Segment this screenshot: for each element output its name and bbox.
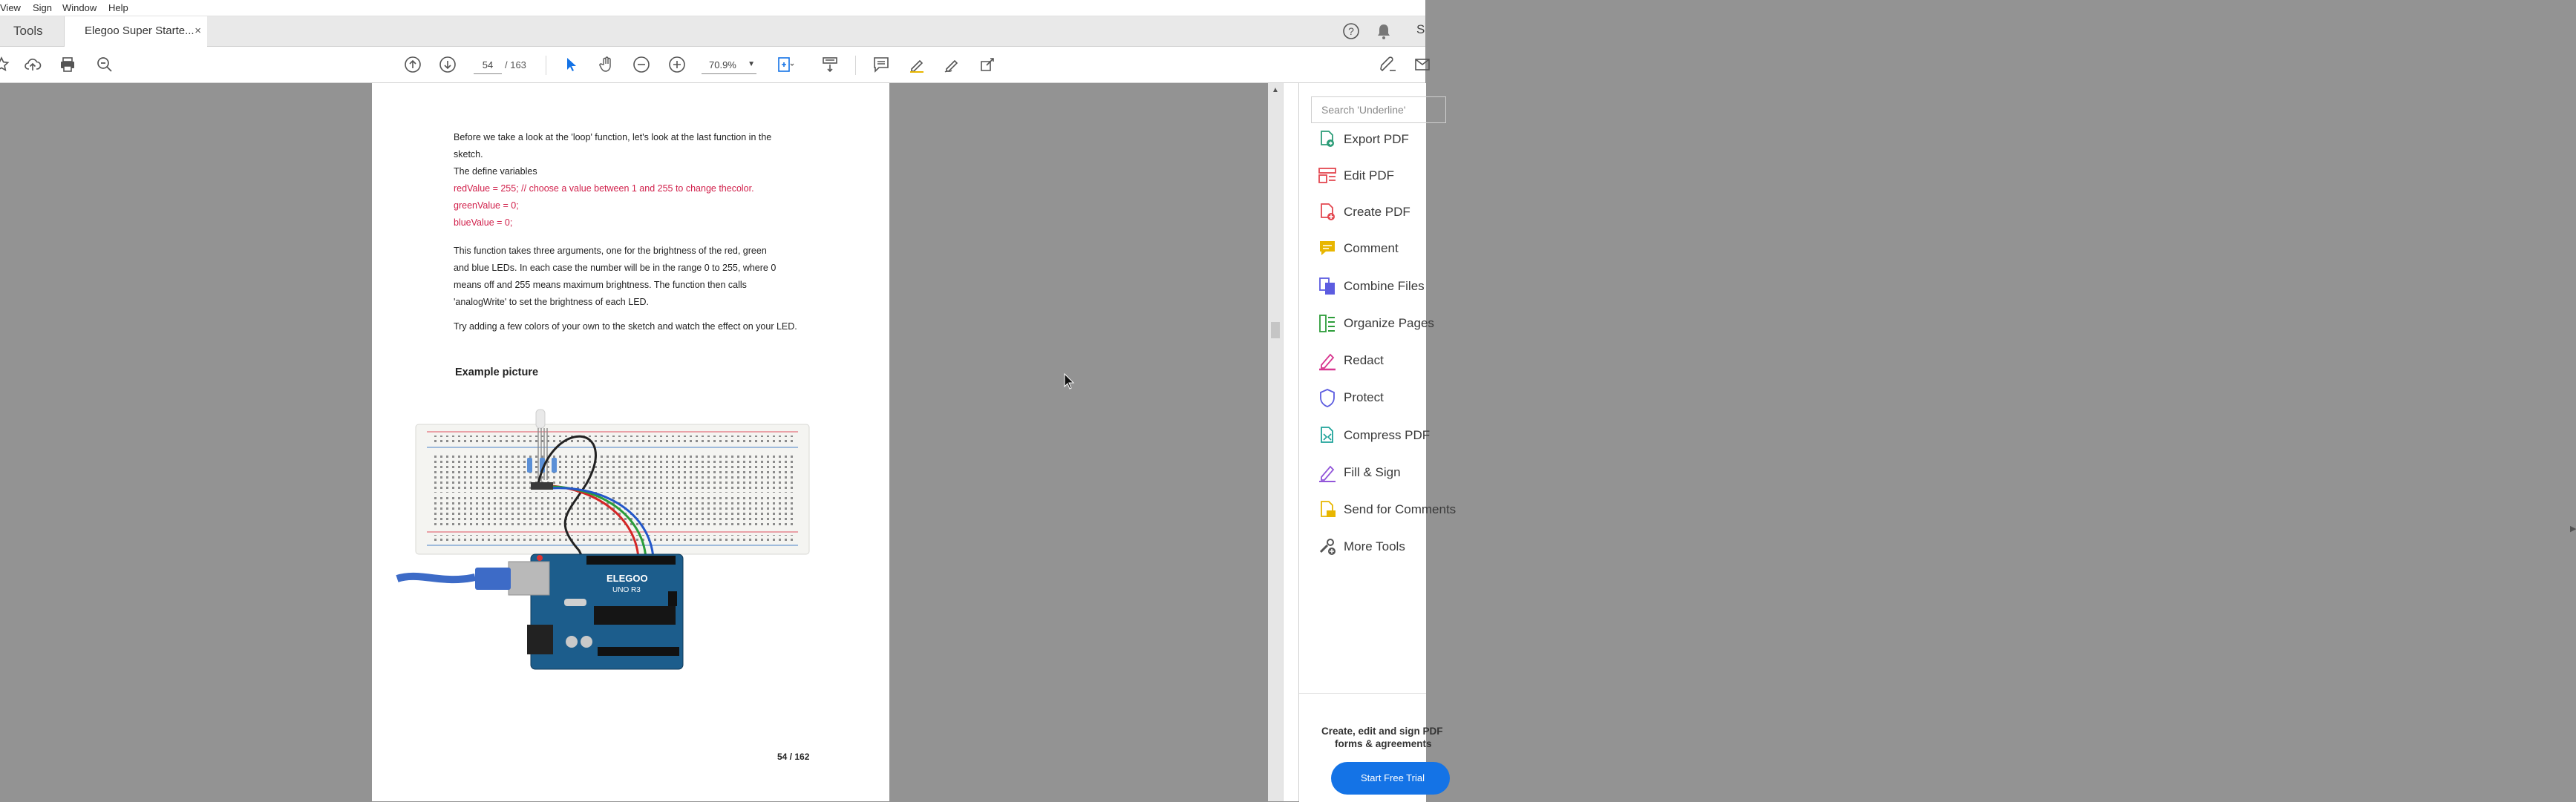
tool-protect[interactable] (1317, 386, 1443, 410)
page-number-input[interactable]: 54 (474, 57, 502, 74)
user-initial[interactable]: S (1416, 22, 1425, 36)
tool-label: Export PDF (1344, 132, 1409, 146)
tool-create-pdf[interactable] (1317, 200, 1443, 224)
body-line: sketch. (454, 149, 483, 160)
comment-icon (1317, 238, 1338, 259)
board-label-uno: UNO R3 (612, 586, 641, 594)
scrollbar-thumb[interactable] (1271, 322, 1280, 338)
page-total: / 163 (505, 59, 526, 70)
start-free-trial-button[interactable]: Start Free Trial (1331, 762, 1450, 795)
tool-label: Send for Comments (1344, 502, 1457, 516)
promo-line-2: forms & agreements (1335, 738, 1432, 749)
main-toolbar (0, 47, 1425, 83)
tool-organize-pages[interactable] (1317, 312, 1443, 335)
tab-document-title: Elegoo Super Starte... (85, 24, 194, 37)
promo-area (1299, 693, 1443, 802)
tool-compress-pdf[interactable] (1317, 424, 1443, 447)
zoom-out-icon[interactable] (631, 54, 652, 75)
comment-tool-icon[interactable] (871, 54, 892, 75)
example-circuit-image (397, 402, 813, 714)
promo-line-1: Create, edit and sign PDF (1321, 726, 1443, 737)
protect-icon (1317, 387, 1338, 408)
scroll-mode-icon[interactable] (820, 54, 840, 75)
body-line: Try adding a few colors of your own to the sketch and watch the effect on your LED. (454, 321, 797, 332)
zoom-level-select[interactable] (702, 57, 756, 74)
select-cursor-icon[interactable] (560, 54, 581, 75)
page-footer-number: 54 / 162 (777, 752, 810, 762)
vertical-scrollbar[interactable] (1268, 83, 1283, 801)
tool-label: Create PDF (1344, 205, 1410, 219)
tool-redact[interactable] (1317, 349, 1443, 372)
tool-label: Comment (1344, 241, 1399, 255)
tool-send-for-comments[interactable] (1317, 498, 1457, 522)
edit-pdf-icon (1317, 165, 1338, 186)
body-line: This function takes three arguments, one for the brightness of the red, green (454, 246, 767, 256)
body-line: and blue LEDs. In each case the number will be in the range 0 to 255, where 0 (454, 263, 777, 273)
toolbar-divider (855, 56, 856, 75)
tool-combine-files[interactable] (1317, 275, 1443, 298)
tab-document[interactable] (65, 16, 207, 47)
export-pdf-icon (1317, 129, 1338, 150)
tool-label: Compress PDF (1344, 428, 1431, 442)
tool-label: Fill & Sign (1344, 465, 1401, 479)
tools-search-input[interactable]: Search 'Underline' (1311, 96, 1446, 123)
tool-label: Combine Files (1344, 279, 1425, 293)
fill-sign-icon (1317, 462, 1338, 483)
mouse-cursor-icon (1064, 373, 1074, 390)
menu-window[interactable]: Window (62, 2, 97, 13)
share-link-icon[interactable] (1378, 54, 1399, 75)
code-line: blueValue = 0; (454, 217, 513, 228)
send-for-comments-icon (1317, 499, 1338, 520)
tool-label: Protect (1344, 390, 1384, 404)
body-line: 'analogWrite' to set the brightness of each LED. (454, 297, 650, 307)
page-fit-icon[interactable] (775, 54, 796, 75)
tools-pane (1298, 83, 1457, 801)
collapse-panel-icon[interactable]: ▶ (2570, 525, 2576, 533)
zoom-level-value: 70.9% (709, 59, 736, 70)
tab-tools[interactable]: Tools (0, 16, 65, 46)
help-icon[interactable] (1342, 22, 1360, 44)
create-pdf-icon (1317, 202, 1338, 223)
cloud-upload-icon[interactable] (22, 54, 43, 75)
star-icon[interactable] (0, 54, 12, 75)
menu-view[interactable]: View (0, 2, 21, 13)
zoom-search-icon[interactable] (94, 54, 115, 75)
tab-bar (0, 16, 1425, 47)
previous-page-icon[interactable] (402, 54, 423, 75)
section-heading: Example picture (455, 367, 539, 378)
code-line: greenValue = 0; (454, 200, 519, 211)
compress-pdf-icon (1317, 425, 1338, 446)
bell-icon[interactable] (1376, 22, 1392, 44)
combine-files-icon (1317, 276, 1338, 297)
chevron-down-icon: ▼ (748, 60, 755, 68)
tool-comment[interactable] (1317, 237, 1443, 260)
body-line: Before we take a look at the 'loop' function, let's look at the last function in the (454, 132, 772, 142)
tool-label: Redact (1344, 353, 1384, 367)
tool-label: More Tools (1344, 539, 1405, 553)
menu-sign[interactable]: Sign (33, 2, 53, 13)
svg-text:?: ? (1348, 25, 1354, 37)
menu-help[interactable]: Help (108, 2, 128, 13)
scroll-up-arrow-icon[interactable]: ▲ (1272, 86, 1279, 94)
email-icon[interactable] (1412, 54, 1433, 75)
highlight-pen-icon[interactable] (906, 54, 927, 75)
edit-share-icon[interactable] (977, 54, 998, 75)
more-tools-icon (1317, 536, 1338, 557)
tool-edit-pdf[interactable] (1317, 164, 1443, 188)
promo-text (1321, 725, 1443, 750)
board-label-elegoo: ELEGOO (607, 573, 648, 584)
tool-label: Organize Pages (1344, 316, 1434, 330)
menu-bar (0, 0, 1425, 16)
tool-export-pdf[interactable] (1317, 128, 1443, 151)
tool-more-tools[interactable] (1317, 535, 1443, 559)
close-tab-icon[interactable]: × (194, 24, 201, 37)
pdf-page (372, 83, 889, 801)
next-page-icon[interactable] (437, 54, 458, 75)
organize-pages-icon (1317, 313, 1338, 334)
body-line: The define variables (454, 166, 537, 177)
tool-fill-sign[interactable] (1317, 461, 1443, 484)
body-line: means off and 255 means maximum brightness. The function then calls (454, 280, 747, 290)
redact-icon (1317, 350, 1338, 371)
hand-tool-icon[interactable] (596, 54, 617, 75)
code-line: redValue = 255; // choose a value between 1 and 255 to change thecolor. (454, 183, 754, 194)
draw-sign-icon[interactable] (941, 54, 962, 75)
print-icon[interactable] (57, 54, 78, 75)
zoom-in-icon[interactable] (667, 54, 687, 75)
tool-label: Edit PDF (1344, 168, 1395, 183)
